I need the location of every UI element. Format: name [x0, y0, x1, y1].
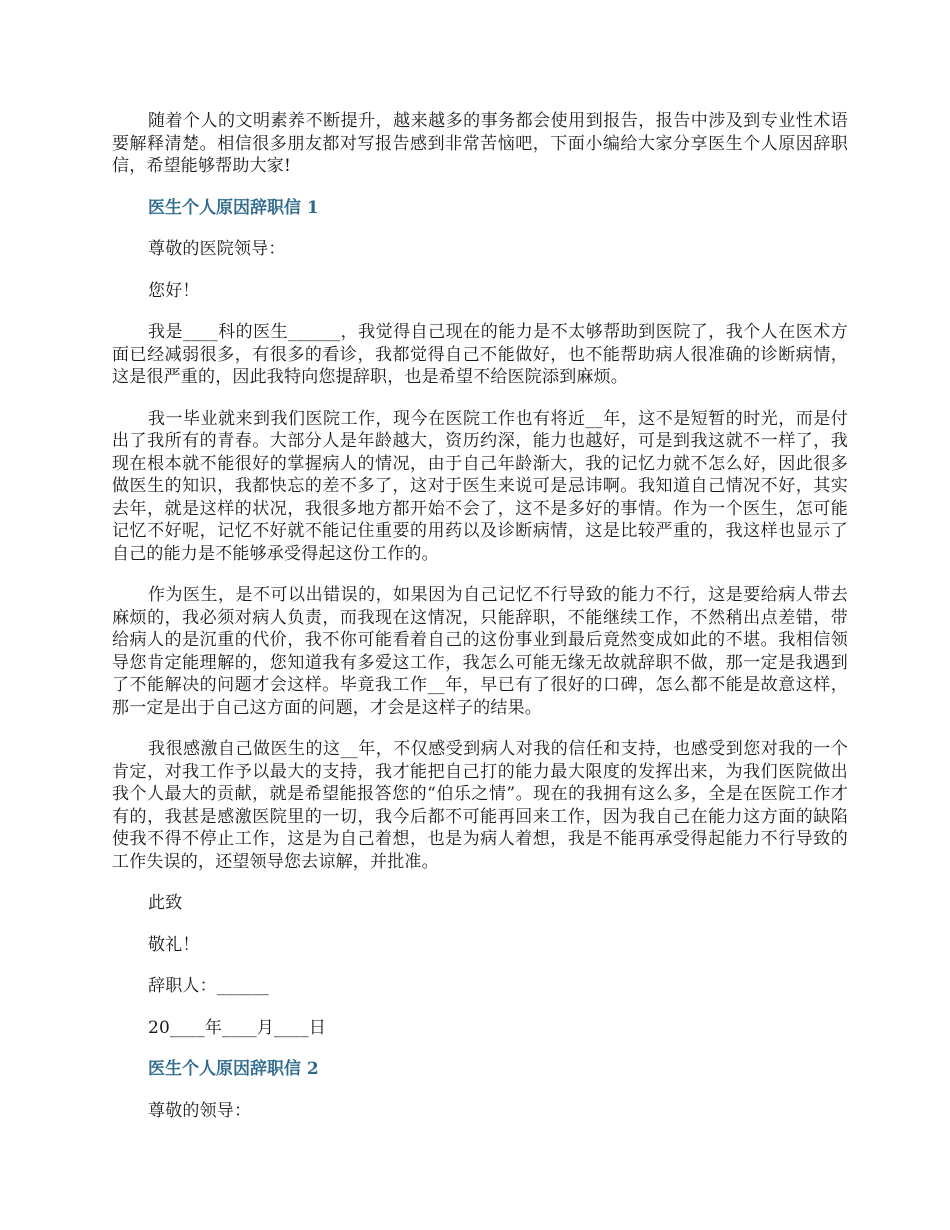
section-heading-2: 医生个人原因辞职信 2	[148, 1059, 319, 1079]
salutation-2: 尊敬的领导：	[148, 1100, 252, 1121]
intro-paragraph: 随着个人的文明素养不断提升，越来越多的事务都会使用到报告，报告中涉及到专业性术语要解释清楚。相信很多朋友都对写报告感到非常苦恼吧，下面小编给大家分享医生个人原因辞职信，希望能够帮助大家!	[112, 111, 848, 176]
signer-line: 辞职人：______	[148, 976, 269, 996]
body-paragraph-3: 作为医生，是不可以出错误的，如果因为自己记忆不行导致的能力不行，这是要给病人带去麻烦的，我必须对病人负责，而我现在这情况，只能辞职，不能继续工作，不然稍出点差错，带给病人的是沉重的代价，我不你可能看着自己的这份事业到最后竟然变成如此的不堪。我相信领导您肯定能理解的，您知道我有多爱这工作，我怎么可能无缘无故就辞职不做，那一定是我遇到了不能解决的问题才会这样。毕竟我工作__年，早已有了很好的口碑，怎么都不能是故意这样，那一定是出于自己这方面的问题，才会是这样子的结果。	[112, 585, 848, 718]
document-page	[112, 110, 848, 1141]
closing-line-2: 敬礼！	[148, 934, 200, 955]
date-line: 20____年____月____日	[148, 1017, 327, 1038]
section-heading-1: 医生个人原因辞职信 1	[148, 197, 319, 218]
body-paragraph-1: 我是____科的医生______，我觉得自己现在的能力是不太够帮助到医院了，我个人在医术方面已经减弱很多，有很多的看诊，我都觉得自己不能做好，也不能帮助病人很准确的诊断病情，这是很严重的，因此我特向您提辞职，也是希望不给医院添到麻烦。	[112, 322, 848, 387]
body-paragraph-4: 我很感激自己做医生的这__年，不仅感受到病人对我的信任和支持，也感受到您对我的一个肯定，对我工作予以最大的支持，我才能把自己打的能力最大限度的发挥出来，为我们医院做出我个人最大的贡献，就是希望能报答您的“伯乐之情”。现在的我拥有这么多，全是在医院工作才有的，我甚是感激医院里的一切，我今后都不可能再回来工作，因为我自己在能力这方面的缺陷使我不得不停止工作，这是为自己着想，也是为病人着想，我是不能再承受得起能力不行导致的工作失误的，还望领导您去谅解，并批准。	[112, 739, 848, 872]
salutation-1: 尊敬的医院领导：	[148, 239, 286, 259]
greeting: 您好！	[148, 280, 200, 301]
closing-line-1: 此致	[148, 893, 183, 913]
body-paragraph-2: 我一毕业就来到我们医院工作，现今在医院工作也有将近__年，这不是短暂的时光，而是付出了我所有的青春。大部分人是年龄越大，资历约深，能力也越好，可是到我这就不一样了，我现在根本就不能很好的掌握病人的情况，由于自己年龄渐大，我的记忆力就不怎么好，因此很多做医生的知识，我都快忘的差不多了，这对于医生来说可是忌讳啊。我知道自己情况不好，其实去年，就是这样的状况，我很多地方都开始不会了，这不是多好的事情。作为一个医生，怎可能记忆不好呢，记忆不好就不能记住重要的用药以及诊断病情，这是比较严重的，我这样也显示了自己的能力是不能够承受得起这份工作的。	[112, 408, 848, 564]
